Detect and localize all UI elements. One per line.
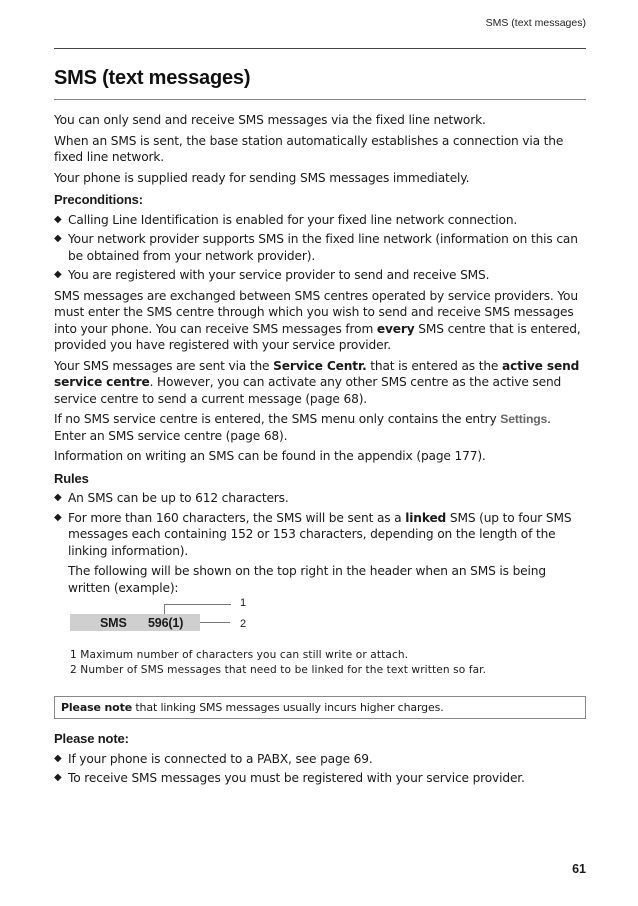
list-item-text: Your network provider supports SMS in the fixed line network (information on this can be obtained from your network provider).: [68, 232, 578, 263]
diamond-bullet-icon: ◆: [54, 492, 62, 503]
intro-paragraph: When an SMS is sent, the base station automatically establishes a connection via the fixed line network.: [54, 133, 564, 164]
active-send-centre-term: active send service centre: [54, 358, 580, 389]
diamond-bullet-icon: ◆: [54, 772, 62, 783]
diamond-bullet-icon: ◆: [54, 233, 62, 244]
list-item-text: Calling Line Identification is enabled for your fixed line network connection.: [68, 212, 518, 227]
title-rule: [54, 99, 586, 100]
list-item-text: To receive SMS messages you must be registered with your service provider.: [68, 771, 525, 785]
emphasis-every: every: [376, 321, 415, 336]
footnote-1: 1 Maximum number of characters you can still write or attach.: [70, 649, 409, 661]
main-content: [54, 112, 586, 791]
text-run: SMS (up to four SMS messages each containing 152 or 153 characters, depending on the length of the linking information).: [68, 510, 572, 558]
settings-menu-term: Settings: [500, 412, 548, 426]
callout-number-2: 2: [240, 618, 246, 630]
please-note-list: [54, 751, 586, 787]
list-item-text: You are registered with your service provider to send and receive SMS.: [68, 268, 490, 282]
figure-footnotes: [70, 648, 586, 678]
please-note-heading: Please note:: [54, 731, 129, 746]
preconditions-list: [54, 212, 586, 284]
list-item: [54, 267, 586, 284]
text-run: If no SMS service centre is entered, the SMS menu only contains the entry: [54, 412, 501, 426]
list-item: [54, 490, 586, 507]
list-item: [54, 231, 586, 264]
text-run: SMS centre that is entered, provided you have registered with your service provider.: [54, 321, 581, 352]
diamond-bullet-icon: ◆: [54, 269, 62, 280]
note-label: Please note: [61, 701, 133, 714]
sms-label: SMS: [100, 616, 127, 630]
preconditions-heading: Preconditions:: [54, 192, 143, 207]
callout-line-2: [200, 622, 230, 623]
sms-menu-paragraph: [54, 411, 586, 444]
sms-centres-paragraph: [54, 288, 586, 354]
send-centre-paragraph: [54, 358, 586, 408]
page-number: 61: [572, 862, 586, 876]
sms-header-example: [68, 597, 586, 640]
text-run: . However, you can activate any other SMS centre as the active send service centre to send a current message (page 68).: [54, 375, 562, 406]
footnote-2: 2 Number of SMS messages that need to be linked for the text written so far.: [70, 664, 487, 676]
list-item-text: An SMS can be up to 612 characters.: [68, 491, 289, 505]
text-run: that is entered as the: [366, 358, 502, 373]
header-rule: [54, 48, 586, 49]
text-run: . Enter an SMS service centre (page 68).: [54, 412, 551, 443]
manual-page: [54, 0, 586, 906]
list-item: [54, 770, 586, 787]
page-title: SMS (text messages): [54, 67, 251, 89]
diamond-bullet-icon: ◆: [54, 511, 62, 523]
rules-heading: Rules: [54, 470, 89, 486]
text-run: For more than 160 characters, the SMS will be sent as a: [68, 510, 406, 525]
emphasis-linked: linked: [405, 510, 447, 525]
note-box: [54, 696, 586, 719]
intro-paragraph: Your phone is supplied ready for sending SMS messages immediately.: [54, 170, 470, 185]
text-run: SMS messages are exchanged between SMS centres operated by service providers. You must enter the SMS centre through which you wish to send and receive SMS messages into your phone. You can receive SMS messages from: [54, 288, 578, 336]
diamond-bullet-icon: ◆: [54, 752, 62, 764]
callout-number-1: 1: [240, 597, 246, 609]
list-item: [54, 212, 586, 229]
rules-list: [54, 490, 586, 559]
list-item: [54, 510, 586, 560]
intro-paragraph: You can only send and receive SMS messages via the fixed line network.: [54, 113, 486, 127]
diamond-bullet-icon: ◆: [54, 213, 62, 225]
sms-header-bar: [70, 614, 200, 631]
list-item: [54, 751, 586, 768]
example-intro: The following will be shown on the top right in the header when an SMS is being written (example):: [68, 564, 546, 595]
running-header: SMS (text messages): [485, 17, 586, 29]
list-item-text: If your phone is connected to a PABX, see page 69.: [68, 751, 373, 766]
note-text: that linking SMS messages usually incurs higher charges.: [132, 701, 444, 714]
service-centre-term: Service Centr.: [273, 358, 367, 373]
character-count: 596(1): [148, 616, 184, 630]
appendix-paragraph: Information on writing an SMS can be found in the appendix (page 177).: [54, 449, 486, 463]
text-run: Your SMS messages are sent via the: [54, 358, 274, 373]
